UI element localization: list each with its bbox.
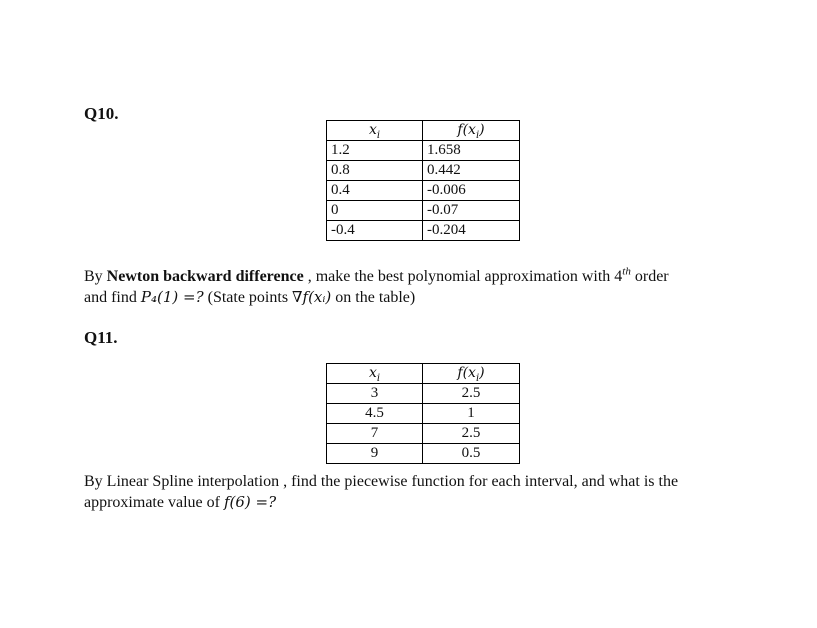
- q10-table: [326, 120, 520, 241]
- cell-x: 1.2: [327, 141, 423, 161]
- p4-expression: P₄(1) =?: [140, 288, 204, 306]
- table-row: [327, 141, 520, 161]
- q11-line2: approximate value of f(6) =?: [84, 493, 277, 511]
- cell-x: 0.4: [327, 181, 423, 201]
- cell-fx: 0.442: [423, 161, 520, 181]
- table-header-row: [327, 121, 520, 141]
- q11-table: [326, 363, 520, 464]
- cell-fx: 1.658: [423, 141, 520, 161]
- q11-title: Q11.: [84, 328, 118, 347]
- method-name: Newton backward difference: [106, 268, 304, 285]
- q11-question: [84, 471, 784, 513]
- cell-fx: 0.5: [423, 444, 520, 464]
- cell-fx: -0.07: [423, 201, 520, 221]
- q11-line1: By Linear Spline interpolation , find the piecewise function for each interval, and what is the: [84, 473, 679, 490]
- header-fxi: $f(x_i)$: [423, 364, 520, 384]
- cell-fx: -0.204: [423, 221, 520, 241]
- cell-x: 0.8: [327, 161, 423, 181]
- q10-line1: By Newton backward difference , make the best polynomial approximation with 4th order: [84, 265, 669, 285]
- table-row: [327, 201, 520, 221]
- cell-x: 9: [327, 444, 423, 464]
- q10-title: Q10.: [84, 104, 119, 123]
- q10-line2: and find P₄(1) =? (State points ∇f(xᵢ) on the table): [84, 288, 416, 306]
- header-xi: $x_i$: [327, 121, 423, 141]
- header-fxi: $f(x_i)$: [423, 121, 520, 141]
- cell-x: 0: [327, 201, 423, 221]
- cell-x: 4.5: [327, 404, 423, 424]
- table-row: [327, 444, 520, 464]
- table-row: [327, 424, 520, 444]
- cell-x: -0.4: [327, 221, 423, 241]
- q10-question: [84, 266, 784, 308]
- nabla-expression: ∇f(xᵢ): [292, 288, 332, 306]
- cell-fx: 1: [423, 404, 520, 424]
- table-row: [327, 161, 520, 181]
- table-row: [327, 404, 520, 424]
- cell-x: 3: [327, 384, 423, 404]
- table-row: [327, 384, 520, 404]
- f6-expression: f(6) =?: [223, 493, 277, 511]
- cell-fx: 2.5: [423, 384, 520, 404]
- cell-fx: -0.006: [423, 181, 520, 201]
- header-xi: $x_i$: [327, 364, 423, 384]
- table-header-row: [327, 364, 520, 384]
- cell-fx: 2.5: [423, 424, 520, 444]
- table-row: [327, 221, 520, 241]
- table-row: [327, 181, 520, 201]
- cell-x: 7: [327, 424, 423, 444]
